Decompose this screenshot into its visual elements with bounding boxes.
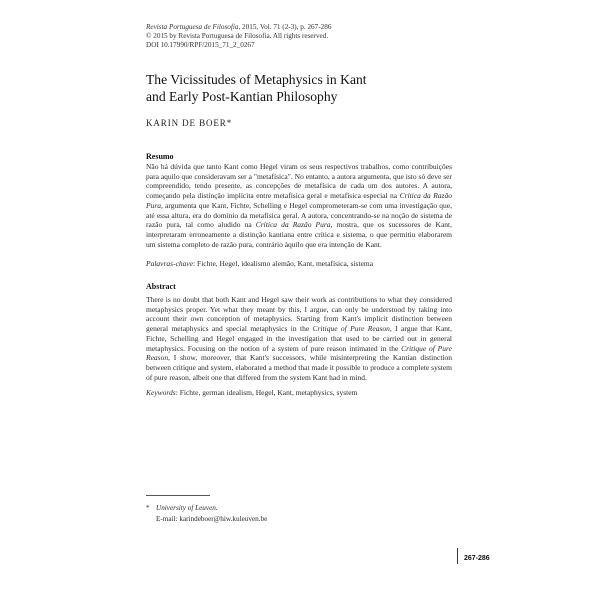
page-range: 267-286 <box>464 555 490 562</box>
footnote-marker: * <box>146 504 150 512</box>
citation-details: , 2015, Vol. 71 (2-3), p. 267-286 <box>238 23 332 31</box>
abstract-text-1: There is no doubt that both Kant and Hegel saw their work as contributions to what they considered metaphysics proper. Yet what they meant by this, I argue, can only be understood by taking into account their own conception of metaphysics. Starting from Kant's implicit distinction between general metaphysics and special metaphysics in the <box>146 295 452 334</box>
author-footnote <box>146 503 267 525</box>
title-line-2: and Early Post-Kantian Philosophy <box>146 88 338 104</box>
abstract-paragraph <box>146 295 452 382</box>
author-footnote-marker: * <box>226 118 233 128</box>
abstract-heading: Abstract <box>146 282 176 291</box>
palavras-chave-line <box>146 259 452 269</box>
citation-line <box>146 23 526 32</box>
abstract-work-title-2: Critique of Pure Reason <box>146 343 452 363</box>
author-name: KARIN DE BOER <box>146 118 227 128</box>
keywords-line <box>146 388 452 398</box>
abstract-text-3: , I show, moreover, that Kant's successors, while misinterpreting the Kantian distinction between critique and system, elaborated a method that made it possible to produce a complete system of pure reason, albeit one that differed from the system Kant had in mind. <box>146 353 452 382</box>
doi-line: DOI 10.17990/RPF/2015_71_2_0267 <box>146 41 255 49</box>
resumo-work-title-2: Crítica da Razão Pura <box>255 220 331 230</box>
copyright-line: © 2015 by Revista Portuguesa de Filosofia. All rights reserved. <box>146 32 329 40</box>
page-number-rule <box>457 548 458 564</box>
resumo-text-1: Não há dúvida que tanto Kant como Hegel viram os seus respectivos trabalhos, como contribuições para aquilo que consideravam ser a "metafísica". No entanto, a autora argumenta, que isto só deve ser compreendido, tendo presente, as concepções de metafísica de cada um dos autores. A autora, começando pela distinção implícita entre metafísica geral e metafísica especial na <box>146 162 452 201</box>
footnote-divider <box>146 495 210 496</box>
palavras-chave-values: : Fichte, Hegel, idealismo alemão, Kant, metafísica, sistema <box>193 259 374 268</box>
resumo-work-title-1: Crítica da Razão Pura <box>146 191 452 210</box>
footnote-email: E-mail: karindeboer@hiw.kuleuven.be <box>156 515 268 523</box>
journal-header <box>146 23 526 50</box>
footnote-email-line <box>146 514 267 525</box>
resumo-paragraph <box>146 162 452 249</box>
resumo-text-3: , mostra, que os sucessores de Kant, interpretaram erroneamente a distinção kantiana entre crítica e sistema, o que permitiu elaborarem um sistema completo de razão pura, contrário àquilo que era intenção de Kant. <box>146 220 452 249</box>
footnote-affiliation: University of Leuven. <box>156 504 218 512</box>
keywords-values: : Fichte, german idealism, Hegel, Kant, metaphysics, system <box>175 388 358 397</box>
author-line <box>146 118 232 128</box>
title-line-1: The Vicissitudes of Metaphysics in Kant <box>146 72 367 87</box>
keywords-label: Keywords <box>146 388 176 397</box>
palavras-chave-label: Palavras-chave <box>146 259 194 268</box>
article-title <box>146 72 466 105</box>
resumo-heading: Resumo <box>146 152 174 161</box>
abstract-work-title-1: Critique of Pure Reason <box>312 324 390 334</box>
footnote-affiliation-line <box>146 503 267 514</box>
journal-name: Revista Portuguesa de Filosofia <box>146 23 239 31</box>
resumo-text-2: , argumenta que Kant, Fichte, Schelling e Hegel comprometeram-se com uma investigação que, até essa altura, era do domínio da metafísica geral. A autora, concentrando-se na noção de sistema de razão pura, tal como aludido na <box>146 200 452 230</box>
abstract-text-2: , I argue that Kant, Fichte, Schelling and Hegel engaged in the investigation that used to be carried out in general metaphysics. Focusing on the notion of a system of pure reason intimated in the <box>146 324 453 353</box>
